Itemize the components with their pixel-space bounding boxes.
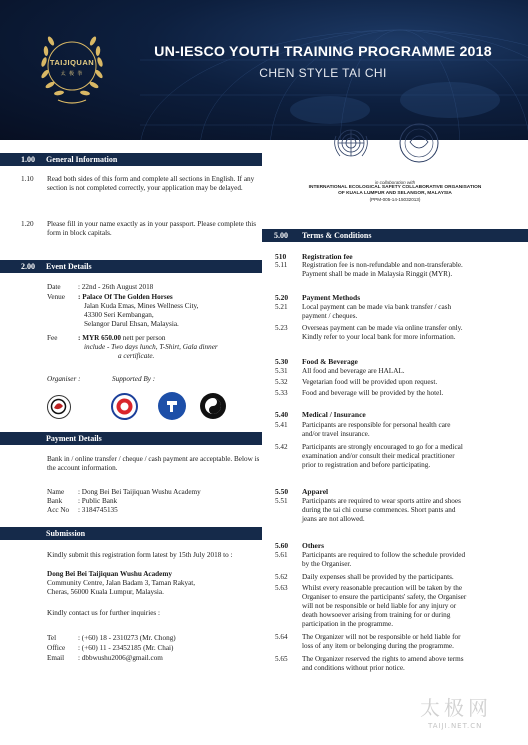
terms-line: Participants are responsible for personal health care <box>302 421 451 429</box>
section-event-header <box>0 260 262 273</box>
yin-yang-icon <box>200 393 226 419</box>
terms-line: Vegetarian food will be provided upon request. <box>302 378 438 386</box>
email-value[interactable]: : dbbwushu2006@gmail.com <box>78 654 163 662</box>
terms-item-number: 5.33 <box>275 389 288 397</box>
terms-line: by the Organiser. <box>302 560 352 568</box>
terms-subsection-title: Registration fee <box>302 252 353 261</box>
section-title: Submission <box>46 529 86 538</box>
watermark-en: TAIJI.NET.CN <box>428 722 483 730</box>
section-title: General Information <box>46 155 118 164</box>
fee-value: : MYR 650.00 <box>78 334 121 342</box>
terms-line: jeans are not allowed. <box>302 515 365 523</box>
terms-line: loss of any item or belonging during the programme. <box>302 642 454 650</box>
logo-subtext: 太 极 拳 <box>60 71 84 77</box>
payment-intro: Bank in / online transfer / cheque / cash payment are acceptable. Below is the account information. <box>47 455 260 472</box>
iesco-emblem <box>396 120 442 166</box>
terms-item-number: 5.32 <box>275 378 288 386</box>
tel-value: : (+60) 18 - 2310273 (Mr. Chong) <box>78 634 176 642</box>
terms-subsection-number: 5.60 <box>275 541 289 550</box>
terms-item-number: 5.31 <box>275 367 288 375</box>
taijiquan-logo <box>28 22 116 110</box>
terms-line: The Organizer will not be responsible or held liable for <box>302 633 461 641</box>
terms-item-number: 5.42 <box>275 443 288 451</box>
bank-name-label: Name <box>47 488 65 496</box>
general-item-text: Please fill in your name exactly as in your passport. Please complete this form in block capitals. <box>47 220 256 237</box>
terms-line: and/or travel insurance. <box>302 430 370 438</box>
terms-line: participation in the programme. <box>302 620 394 628</box>
un-emblem <box>330 122 372 164</box>
terms-line: and conditions without prior notice. <box>302 664 405 672</box>
terms-subsection-title: Payment Methods <box>302 293 361 302</box>
tel-label: Tel <box>47 634 57 642</box>
bank-label: Bank <box>47 497 63 505</box>
terms-item-number: 5.11 <box>275 261 288 269</box>
terms-item-number: 5.23 <box>275 324 288 332</box>
header-banner <box>0 0 528 140</box>
terms-item-number: 5.21 <box>275 303 288 311</box>
page-subtitle: CHEN STYLE TAI CHI <box>259 66 387 80</box>
section-general-header <box>0 153 262 166</box>
fee-include: include - Two days lunch, T-Shirt, Gala dinner <box>84 343 218 351</box>
sponsor-logo-1 <box>111 393 138 420</box>
terms-line: Participants are required to follow the schedule provided <box>302 551 466 559</box>
item-number: 1.20 <box>21 220 34 228</box>
terms-subsection-title: Food & Beverage <box>302 357 358 366</box>
office-label: Office <box>47 644 66 652</box>
collab-label: in collaboration with <box>374 180 416 185</box>
terms-subsection-number: 510 <box>275 252 287 261</box>
section-title: Terms & Conditions <box>302 231 372 240</box>
terms-item-number: 5.41 <box>275 421 288 429</box>
logo-text: TAIJIQUAN <box>49 58 95 67</box>
venue-label: Venue <box>47 293 65 301</box>
fist-emblem-icon <box>158 392 186 420</box>
watermark-cn: 太极网 <box>420 696 492 720</box>
terms-line: prior to registration and before participating. <box>302 461 431 469</box>
association-seal-icon <box>113 395 136 418</box>
contact-intro: Kindly contact us for further inquiries : <box>47 609 160 617</box>
terms-subsection-number: 5.50 <box>275 487 289 496</box>
wushu-emblem-icon <box>48 396 69 417</box>
venue-line: 43300 Seri Kembangan, <box>84 311 154 319</box>
collaboration-block <box>275 180 515 202</box>
terms-line: Kindly refer to your local bank for more information. <box>302 333 456 341</box>
section-title: Payment Details <box>46 434 102 443</box>
section-number: 2.00 <box>21 262 35 271</box>
iesco-seal-icon <box>396 120 442 166</box>
bank-name-value: : Dong Bei Bei Taijiquan Wushu Academy <box>78 488 201 496</box>
account-label: Acc No <box>47 506 70 514</box>
account-number: : 3184745135 <box>78 506 118 514</box>
terms-subsection-title: Medical / Insurance <box>302 410 366 419</box>
terms-line: Daily expenses shall be provided by the participants. <box>302 573 454 581</box>
terms-subsection-number: 5.30 <box>275 357 289 366</box>
terms-item-number: 5.62 <box>275 573 288 581</box>
academy-name: Dong Bei Bei Taijiquan Wushu Academy <box>47 570 172 578</box>
site-watermark <box>400 688 528 745</box>
collab-org-line: INTERNATIONAL ECOLOGICAL SAFETY COLLABORATIVE ORGANISATION <box>308 185 482 190</box>
office-value: : (+60) 11 - 23452185 (Mr. Chai) <box>78 644 174 652</box>
email-label: Email <box>47 654 65 662</box>
venue-line: Jalan Kuda Emas, Mines Wellness City, <box>84 302 199 310</box>
terms-line: Registration fee is non-refundable and non-transferable. <box>302 261 463 269</box>
fee-value-line <box>78 334 165 343</box>
terms-line: death howsoever arising from training for or during <box>302 611 451 619</box>
date-value: : 22nd - 26th August 2018 <box>78 283 154 291</box>
section-number: 5.00 <box>274 231 288 240</box>
section-title: Event Details <box>46 262 92 271</box>
terms-line: Overseas payment can be made via online transfer only. <box>302 324 463 332</box>
un-globe-icon <box>330 122 372 164</box>
terms-subsection-title: Others <box>302 541 325 550</box>
section-terms-header <box>262 229 528 242</box>
section-number: 1.00 <box>21 155 35 164</box>
terms-subsection-title: Apparel <box>302 487 329 496</box>
address-line: Community Centre, Jalan Badam 3, Taman Rakyat, <box>47 579 196 587</box>
item-number: 1.10 <box>21 175 34 183</box>
address-line: Cheras, 56000 Kuala Lumpur, Malaysia. <box>47 588 164 596</box>
terms-item-number: 5.63 <box>275 584 288 592</box>
fee-suffix: nett per person <box>120 334 166 342</box>
venue-line: Selangor Darul Ehsan, Malaysia. <box>84 320 179 328</box>
bank-value: : Public Bank <box>78 497 118 505</box>
fee-include-2: a certificate. <box>118 352 155 360</box>
organiser-label: Organiser : <box>47 375 81 383</box>
terms-line: Local payment can be made via bank transfer / cash <box>302 303 452 311</box>
terms-line: All food and beverage are HALAL. <box>302 367 405 375</box>
venue-name: : Palace Of The Golden Horses <box>78 293 173 301</box>
terms-item-number: 5.65 <box>275 655 288 663</box>
terms-line: Participants are required to wear sports attire and shoes <box>302 497 461 505</box>
section-payment-header <box>0 432 262 445</box>
terms-line: The Organizer reserved the rights to amend above terms <box>302 655 464 663</box>
section-submission-header <box>0 527 262 540</box>
sponsor-logo-3 <box>200 393 226 419</box>
supported-label: Supported By : <box>112 375 156 383</box>
terms-line: examination and/or consult their medical practitioner <box>302 452 455 460</box>
terms-subsection-number: 5.40 <box>275 410 289 419</box>
terms-line: Participants are strongly encouraged to go for a medical <box>302 443 463 451</box>
organiser-logo <box>47 395 71 419</box>
general-item-text: Read both sides of this form and complete all sections in English. If any section is not completed correctly, your application may be delayed. <box>47 175 255 192</box>
terms-line: Payment shall be made in Malaysia Ringgit (MYR). <box>302 270 453 278</box>
submission-intro: Kindly submit this registration form latest by 15th July 2018 to : <box>47 551 233 559</box>
page-title: UN-IESCO YOUTH TRAINING PROGRAMME 2018 <box>154 44 492 60</box>
terms-line: Whilst every reasonable precaution will be taken by the <box>302 584 463 592</box>
date-label: Date <box>47 283 61 291</box>
terms-item-number: 5.51 <box>275 497 288 505</box>
terms-item-number: 5.64 <box>275 633 288 641</box>
terms-line: Organiser to ensure the participants' safety, the Organiser <box>302 593 467 601</box>
terms-item-number: 5.61 <box>275 551 288 559</box>
terms-line: Food and beverage will be provided by the hotel. <box>302 389 444 397</box>
collab-ppm: (PPM-005-14-15032013) <box>369 197 421 202</box>
sponsor-logo-2 <box>158 392 186 420</box>
terms-line: will not be responsible or held liable for any injury or <box>302 602 457 610</box>
collab-org-line: OF KUALA LUMPUR AND SELANGOR, MALAYSIA <box>338 191 452 196</box>
terms-subsection-number: 5.20 <box>275 293 289 302</box>
terms-line: payment / cheques. <box>302 312 358 320</box>
terms-line: during the tai chi course commences. Short pants and <box>302 506 456 514</box>
fee-label: Fee <box>47 334 58 342</box>
